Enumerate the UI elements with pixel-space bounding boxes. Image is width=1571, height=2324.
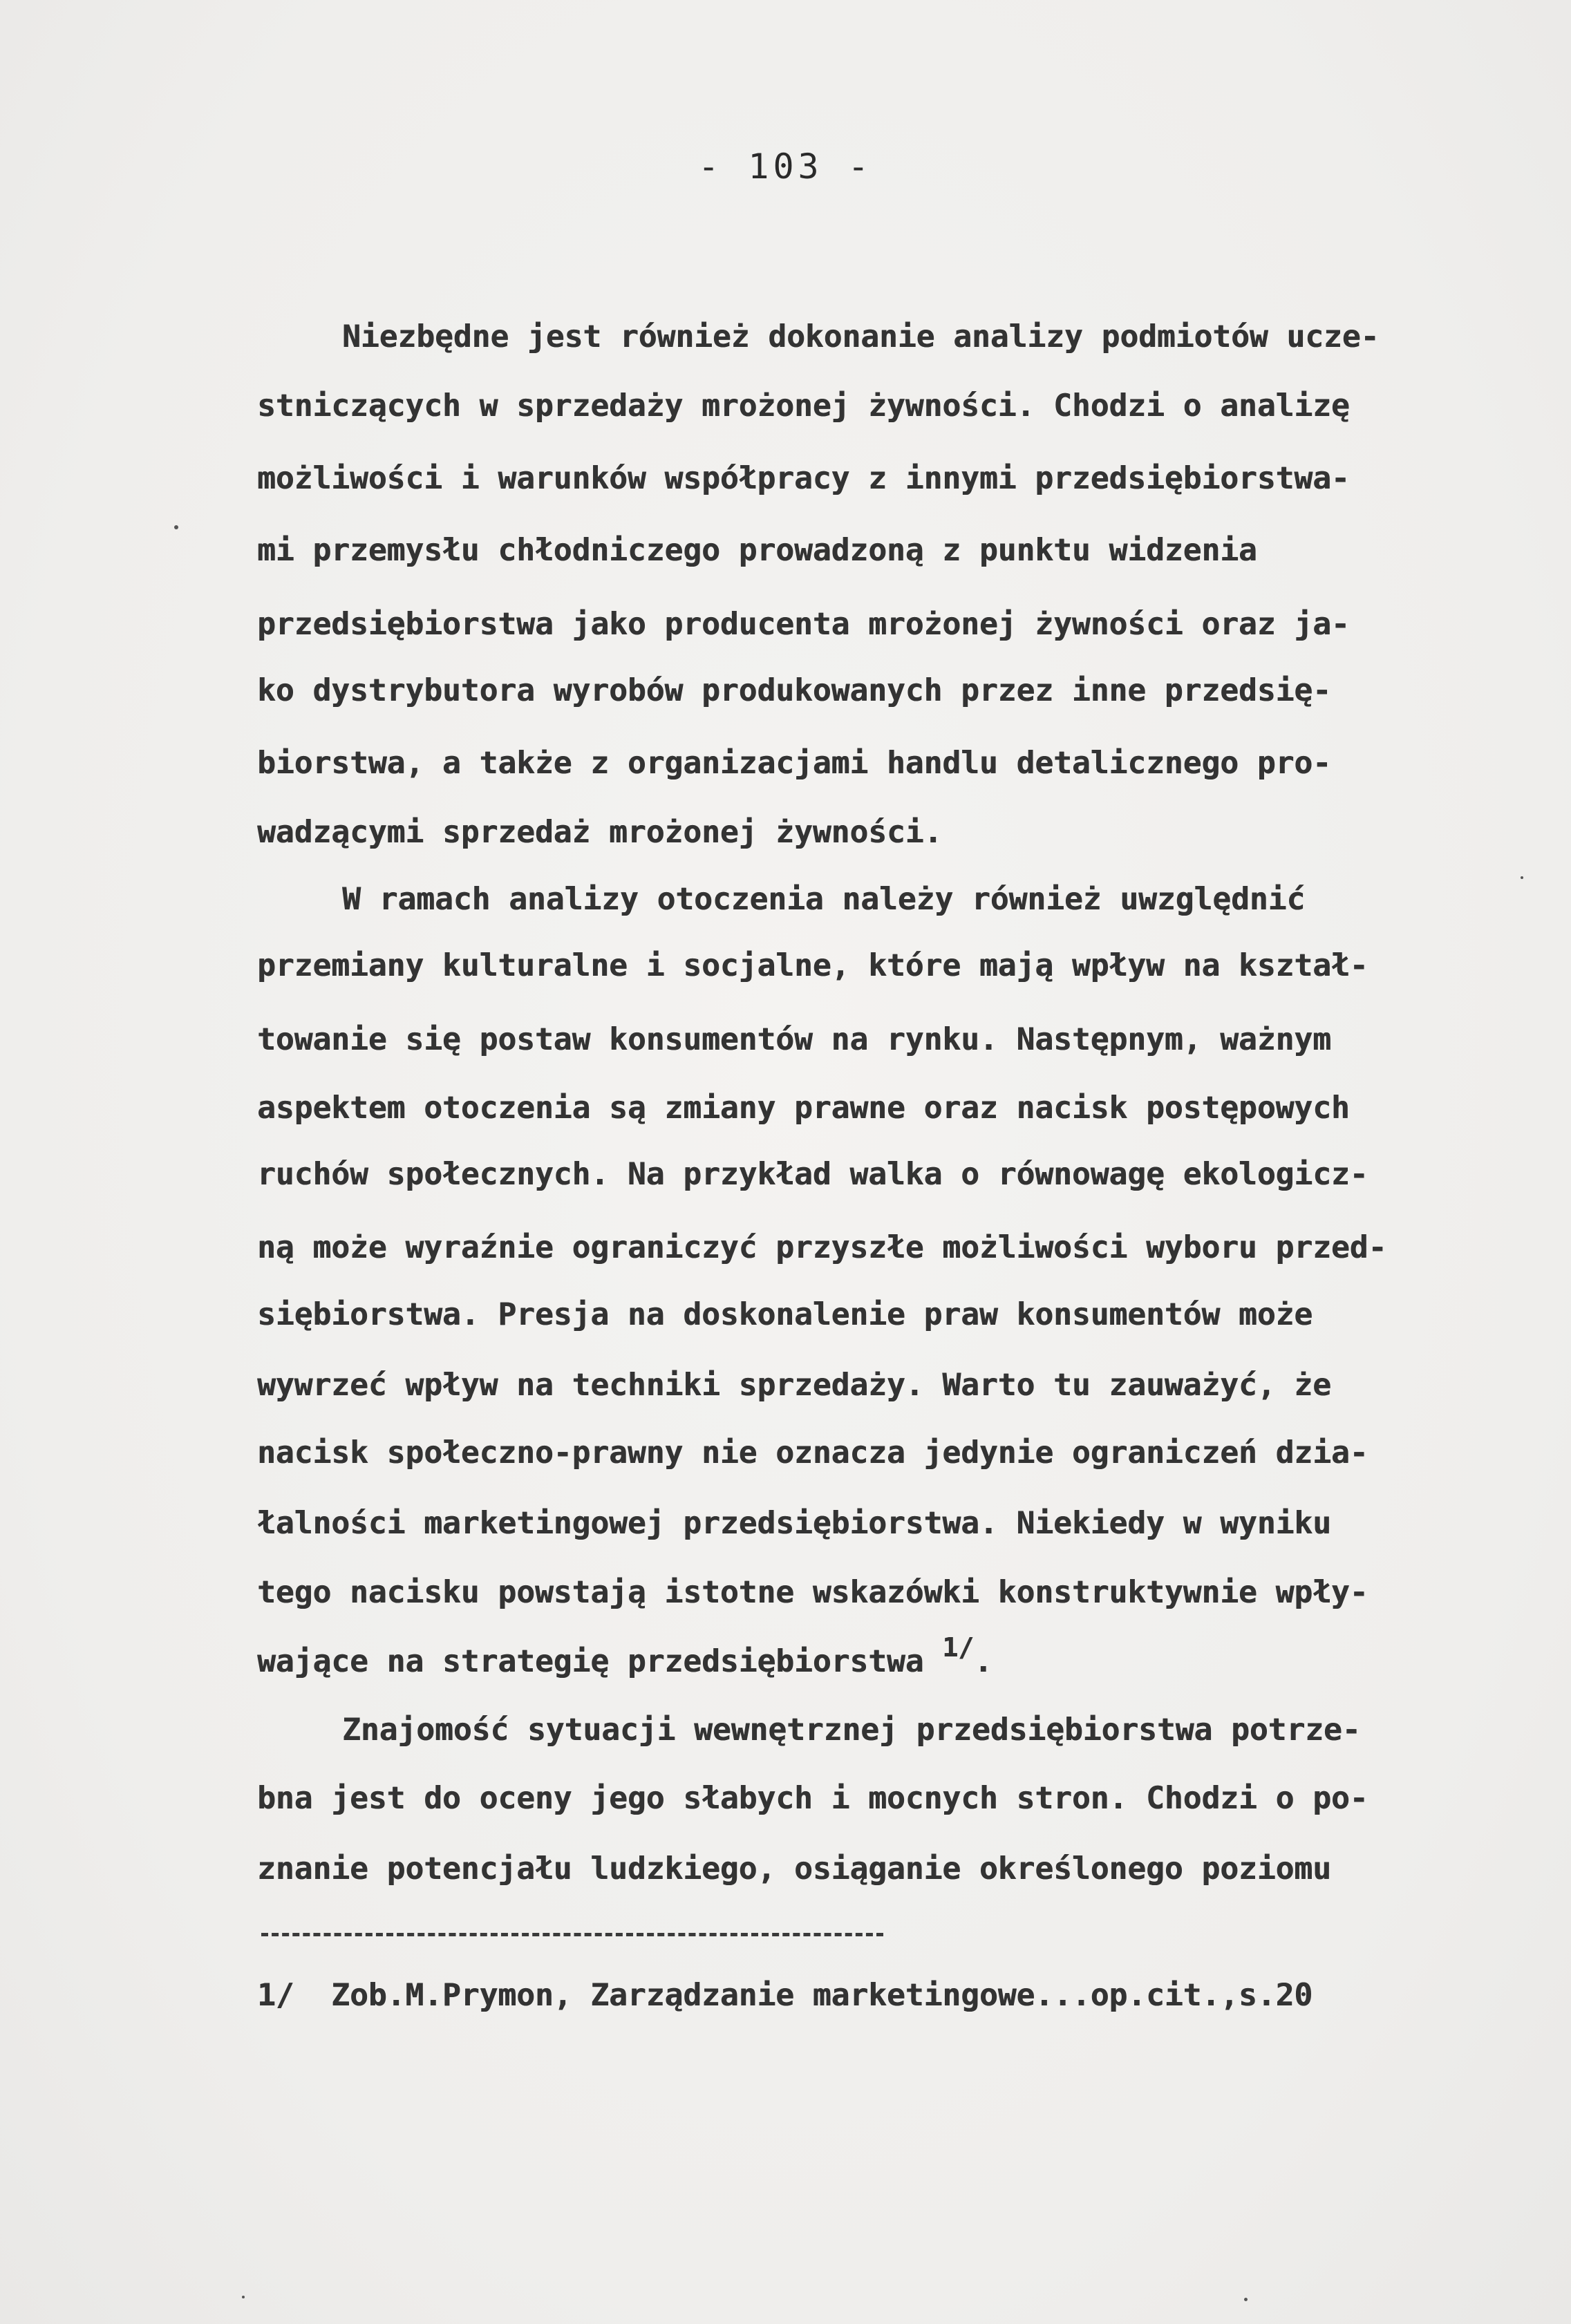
scan-speck <box>1244 2298 1248 2301</box>
paragraph-2-line-12 <box>257 1632 993 1683</box>
paragraph-3-line-1: Znajomość sytuacji wewnętrznej przedsiębiorstwa potrze- <box>342 1712 1361 1748</box>
paragraph-2-line-8: wywrzeć wpływ na techniki sprzedaży. Warto tu zauważyć, że <box>257 1368 1331 1403</box>
paragraph-3-line-2: bna jest do oceny jego słabych i mocnych stron. Chodzi o po- <box>257 1781 1368 1816</box>
paragraph-2-line-9: nacisk społeczno-prawny nie oznacza jedynie ograniczeń dzia- <box>257 1435 1368 1471</box>
paragraph-2-line-7: siębiorstwa. Presja na doskonalenie praw konsumentów może <box>257 1297 1313 1332</box>
scan-speck <box>242 2296 245 2298</box>
footnote-reference-period: . <box>974 1644 993 1679</box>
scan-speck <box>174 525 178 529</box>
paragraph-1-line-1: Niezbędne jest również dokonanie analizy podmiotów ucze- <box>342 319 1380 355</box>
paragraph-2-line-4: aspektem otoczenia są zmiany prawne oraz nacisk postępowych <box>257 1090 1350 1126</box>
paragraph-1-line-7: biorstwa, a także z organizacjami handlu detalicznego pro- <box>257 746 1331 781</box>
footnote-text: 1/ Zob.M.Prymon, Zarządzanie marketingowe...op.cit.,s.20 <box>257 1978 1313 2013</box>
paragraph-1-line-2: stniczących w sprzedaży mrożonej żywności. Chodzi o analizę <box>257 388 1350 424</box>
footnote-reference: 1/ <box>942 1632 975 1663</box>
scan-speck <box>1521 876 1523 879</box>
paragraph-2-line-12-text: wające na strategię przedsiębiorstwa <box>257 1644 924 1679</box>
paragraph-2-line-2: przemiany kulturalne i socjalne, które mają wpływ na kształ- <box>257 948 1368 983</box>
paragraph-3-line-3: znanie potencjału ludzkiego, osiąganie określonego poziomu <box>257 1851 1331 1887</box>
paragraph-2-line-1: W ramach analizy otoczenia należy również uwzględnić <box>342 882 1306 917</box>
paragraph-2-line-11: tego nacisku powstają istotne wskazówki konstruktywnie wpły- <box>257 1575 1368 1610</box>
paragraph-1-line-6: ko dystrybutora wyrobów produkowanych przez inne przedsię- <box>257 673 1331 708</box>
paragraph-2-line-3: towanie się postaw konsumentów na rynku. Następnym, ważnym <box>257 1022 1331 1057</box>
paragraph-1-line-3: możliwości i warunków współpracy z innymi przedsiębiorstwa- <box>257 461 1350 496</box>
paragraph-2-line-6: ną może wyraźnie ograniczyć przyszłe możliwości wyboru przed- <box>257 1230 1387 1265</box>
paragraph-1-line-5: przedsiębiorstwa jako producenta mrożonej żywności oraz ja- <box>257 607 1350 642</box>
page-number: - 103 - <box>698 147 873 187</box>
paragraph-1-line-4: mi przemysłu chłodniczego prowadzoną z punktu widzenia <box>257 533 1257 568</box>
paragraph-1-line-8: wadzącymi sprzedaż mrożonej żywności. <box>257 815 943 850</box>
paragraph-2-line-10: łalności marketingowej przedsiębiorstwa. Niekiedy w wyniku <box>257 1506 1331 1541</box>
paragraph-2-line-5: ruchów społecznych. Na przykład walka o równowagę ekologicz- <box>257 1157 1368 1192</box>
footnote-separator <box>261 1933 883 1936</box>
